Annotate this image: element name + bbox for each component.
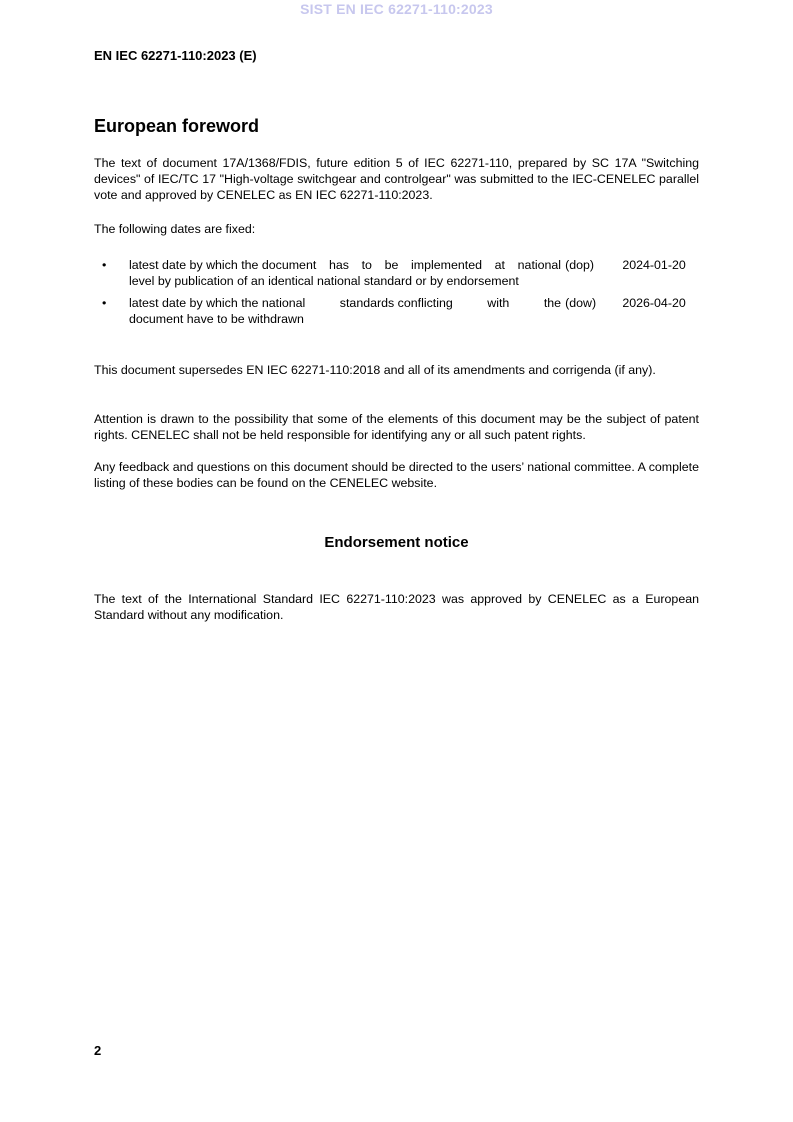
word: implemented [411,258,482,272]
date-value: 2024-01-20 [622,258,686,272]
endorsement-paragraph: The text of the International Standard IEC 62271-110:2023 was approved by CENELEC as a European Standard without any modification. [94,592,699,622]
page-number: 2 [94,1043,102,1058]
word: be [384,258,399,272]
word: to [361,258,372,272]
dates-table [94,257,704,327]
patent-paragraph: Attention is drawn to the possibility that some of the elements of this document may be the subject of patent rights. CENELEC shall not be held responsible for identifying any or all such patent rights. [94,412,699,442]
word: standards conflicting [339,296,453,310]
supersedes-paragraph: This document supersedes EN IEC 62271-110:2018 and all of its amendments and corrigenda (if any). [94,363,656,377]
bullet: • [102,258,107,272]
word: national [517,258,562,272]
word: with [487,296,510,310]
word: has [328,258,349,272]
date-row-dop [94,257,704,295]
document-id: EN IEC 62271-110:2023 (E) [94,48,257,63]
date-description [129,257,561,295]
description-first-line [129,257,561,273]
feedback-paragraph: Any feedback and questions on this document should be directed to the users’ national committee. A complete listing of these bodies can be found on the CENELEC website. [94,460,699,490]
dates-intro: The following dates are fixed: [94,222,256,236]
endorsement-title: Endorsement notice [324,534,469,551]
word: at [494,258,505,272]
description-first-line [129,295,561,311]
word: latest date by which the national [128,296,306,310]
foreword-paragraph: The text of document 17A/1368/FDIS, future edition 5 of IEC 62271-110, prepared by SC 17A "Switching devices" of IEC/TC 17 "High-voltage switchgear and controlgear" was submitted to the IEC-CENELEC parallel vote and approved by CENELEC as EN IEC 62271-110:2023. [94,156,699,202]
date-code: (dow) [565,296,597,310]
date-description [129,295,561,327]
date-value: 2026-04-20 [622,296,686,310]
foreword-title: European foreword [94,116,260,136]
word: latest date by which the document [128,258,317,272]
description-rest: document have to be withdrawn [128,312,304,326]
word: the [543,296,562,310]
date-code: (dop) [565,258,595,272]
watermark: SIST EN IEC 62271-110:2023 [300,1,493,17]
bullet: • [102,296,107,310]
description-rest: level by publication of an identical national standard or by endorsement [128,274,519,288]
date-row-dow [94,295,704,327]
